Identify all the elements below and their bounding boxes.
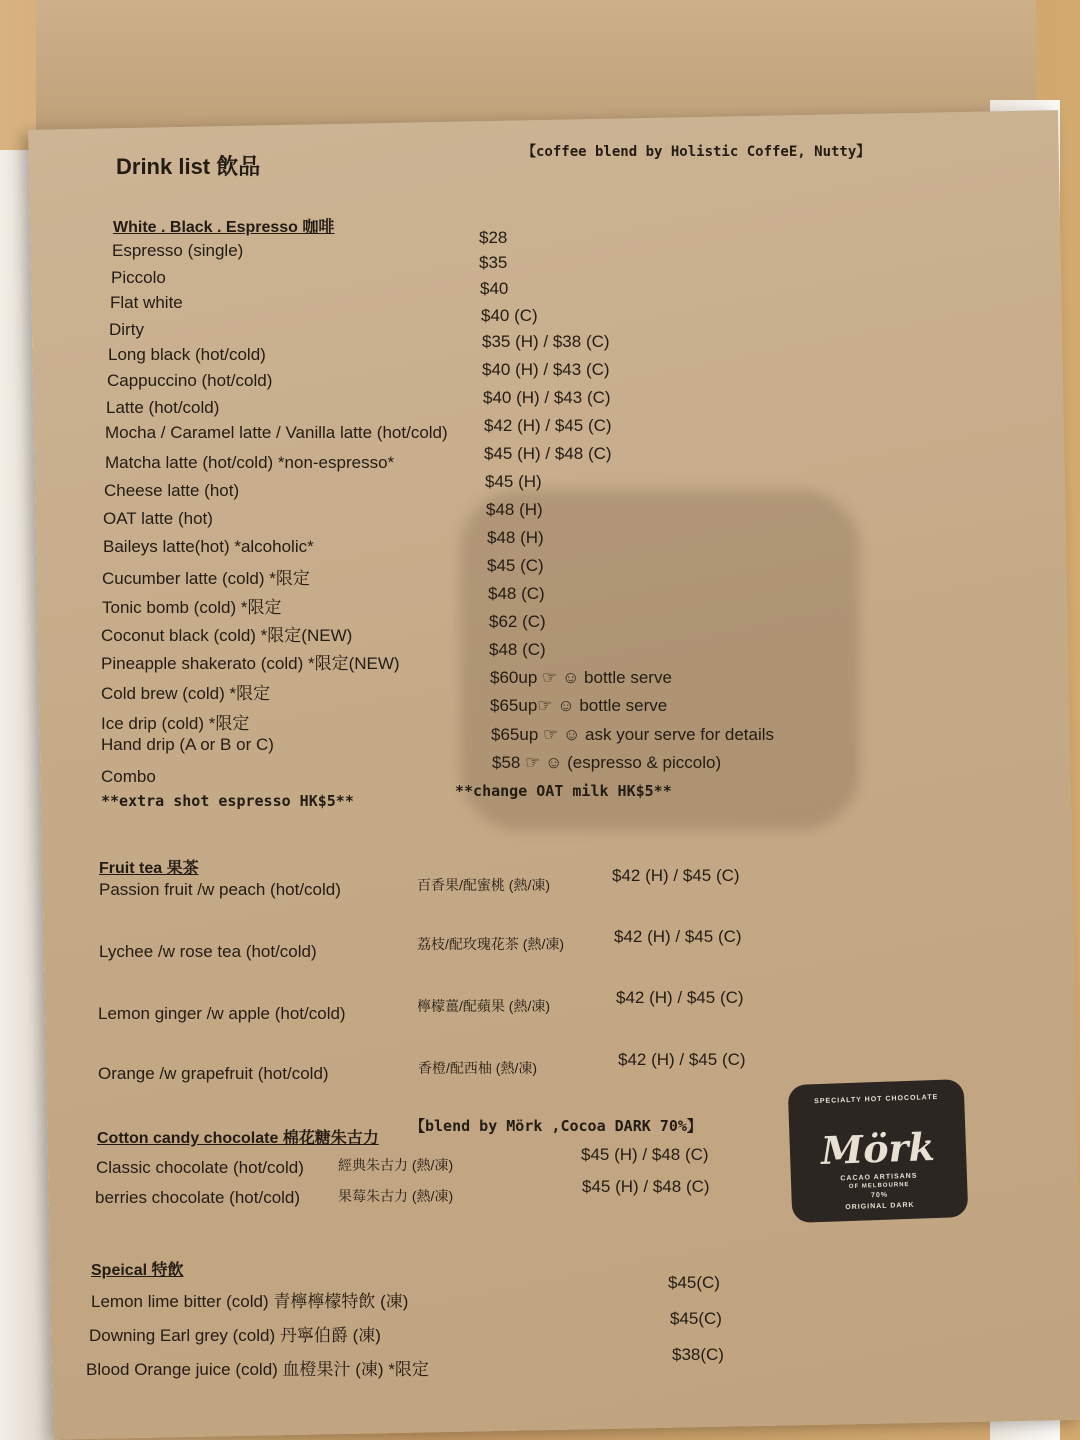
coffee-item-price: $42 (H) / $45 (C) [484, 416, 612, 435]
coffee-item-price: $65up☞ ☺ bottle serve [490, 696, 668, 715]
coffee-item-price: $40 (H) / $43 (C) [483, 388, 611, 407]
coffee-item-name: Dirty [109, 320, 144, 339]
special-item-name: Downing Earl grey (cold) 丹寧伯爵 (凍) [89, 1326, 381, 1345]
coffee-item-name: Pineapple shakerato (cold) *限定(NEW) [101, 654, 400, 673]
coffee-item-price: $45 (H) [485, 472, 542, 491]
special-item-price: $45(C) [668, 1273, 720, 1292]
coffee-item-price: $40 (H) / $43 (C) [482, 360, 610, 379]
coffee-item-price: $40 [480, 279, 509, 298]
fruit-tea-item-price: $42 (H) / $45 (C) [612, 866, 740, 885]
oat-milk-note: **change OAT milk HK$5** [455, 782, 672, 800]
special-item-price: $38(C) [672, 1345, 724, 1364]
fruit-tea-item-zh: 荔枝/配玫瑰花茶 (熱/凍) [417, 936, 564, 952]
fruit-tea-item-zh: 檸檬薑/配蘋果 (熱/凍) [417, 998, 550, 1014]
chocolate-blend-note: 【blend by Mörk ,Cocoa DARK 70%】 [410, 1117, 702, 1135]
logo-top-text: SPECIALTY HOT CHOCOLATE [814, 1093, 939, 1106]
special-item-name: Blood Orange juice (cold) 血橙果汁 (凍) *限定 [86, 1360, 429, 1379]
special-item-price: $45(C) [670, 1309, 722, 1328]
fruit-tea-item-name: Orange /w grapefruit (hot/cold) [98, 1064, 329, 1083]
coffee-item-name: Flat white [110, 293, 183, 312]
coffee-item-price: $62 (C) [489, 612, 546, 631]
fruit-tea-item-price: $42 (H) / $45 (C) [616, 988, 744, 1007]
extra-shot-note: **extra shot espresso HK$5** [101, 792, 354, 810]
fruit-tea-item-price: $42 (H) / $45 (C) [614, 927, 742, 946]
coffee-item-name: Mocha / Caramel latte / Vanilla latte (hot/cold) [105, 423, 448, 442]
chocolate-item-price: $45 (H) / $48 (C) [581, 1145, 709, 1164]
logo-subtitle: CACAO ARTISANS [840, 1172, 918, 1183]
coffee-item-price: $48 (H) [487, 528, 544, 547]
fruit-tea-item-name: Lychee /w rose tea (hot/cold) [99, 942, 317, 961]
section-heading-special: Speical 特飲 [91, 1262, 184, 1279]
chocolate-item-zh: 果莓朱古力 (熱/凍) [338, 1188, 454, 1204]
coffee-item-name: Cold brew (cold) *限定 [101, 684, 271, 703]
coffee-item-price: $45 (H) / $48 (C) [484, 444, 612, 463]
chocolate-item-name: berries chocolate (hot/cold) [95, 1188, 301, 1207]
section-heading-coffee: White . Black . Espresso 咖啡 [113, 219, 335, 236]
coffee-item-price: $28 [479, 228, 508, 247]
logo-bottom-text: ORIGINAL DARK [845, 1201, 915, 1212]
coffee-item-price: $40 (C) [481, 306, 538, 325]
coffee-item-name: Long black (hot/cold) [108, 345, 266, 364]
coffee-item-price: $35 (H) / $38 (C) [482, 332, 610, 351]
logo-brand-name: Mörk [820, 1124, 936, 1173]
coffee-item-price: $48 (H) [486, 500, 543, 519]
coffee-item-name: OAT latte (hot) [103, 509, 213, 528]
mork-chocolate-logo [788, 1079, 969, 1223]
coffee-item-price: $35 [479, 253, 508, 272]
coffee-item-price: $45 (C) [487, 556, 544, 575]
coffee-item-name: Cucumber latte (cold) *限定 [102, 569, 310, 588]
coffee-item-price: $48 (C) [488, 584, 545, 603]
chocolate-item-name: Classic chocolate (hot/cold) [96, 1158, 304, 1177]
chocolate-item-price: $45 (H) / $48 (C) [582, 1177, 710, 1196]
logo-subtitle-2: OF MELBOURNE [848, 1181, 910, 1191]
special-item-name: Lemon lime bitter (cold) 青檸檸檬特飲 (凍) [91, 1292, 409, 1311]
coffee-item-price: $65up ☞ ☺ ask your serve for details [491, 725, 775, 744]
logo-percent: 70% [870, 1191, 889, 1200]
coffee-item-price: $58 ☞ ☺ (espresso & piccolo) [492, 753, 722, 772]
fruit-tea-item-name: Passion fruit /w peach (hot/cold) [99, 880, 341, 899]
coffee-item-name: Cappuccino (hot/cold) [107, 371, 273, 390]
coffee-item-name: Baileys latte(hot) *alcoholic* [103, 537, 314, 556]
coffee-blend-note: 【coffee blend by Holistic CoffeE, Nutty】 [522, 144, 871, 160]
coffee-item-name: Piccolo [111, 268, 166, 287]
section-heading-chocolate: Cotton candy chocolate 棉花糖朱古力 [97, 1130, 379, 1147]
coffee-item-name: Combo [101, 767, 156, 786]
coffee-item-price: $48 (C) [489, 640, 546, 659]
coffee-item-name: Cheese latte (hot) [104, 481, 240, 500]
coffee-item-name: Latte (hot/cold) [106, 398, 220, 417]
fruit-tea-item-price: $42 (H) / $45 (C) [618, 1050, 746, 1069]
coffee-item-price: $60up ☞ ☺ bottle serve [490, 668, 672, 687]
page-title: Drink list 飲品 [116, 154, 261, 179]
section-heading-fruit-tea: Fruit tea 果茶 [99, 860, 199, 877]
coffee-item-name: Hand drip (A or B or C) [101, 735, 274, 754]
fruit-tea-item-zh: 百香果/配蜜桃 (熱/凍) [417, 877, 550, 893]
chocolate-item-zh: 經典朱古力 (熱/凍) [338, 1157, 454, 1173]
fruit-tea-item-name: Lemon ginger /w apple (hot/cold) [98, 1004, 346, 1023]
coffee-item-name: Coconut black (cold) *限定(NEW) [101, 626, 353, 645]
coffee-item-name: Tonic bomb (cold) *限定 [102, 598, 282, 617]
fruit-tea-item-zh: 香橙/配西柚 (熱/凍) [418, 1060, 537, 1076]
coffee-item-name: Espresso (single) [112, 241, 244, 260]
coffee-item-name: Ice drip (cold) *限定 [101, 714, 250, 733]
coffee-item-name: Matcha latte (hot/cold) *non-espresso* [105, 453, 395, 472]
